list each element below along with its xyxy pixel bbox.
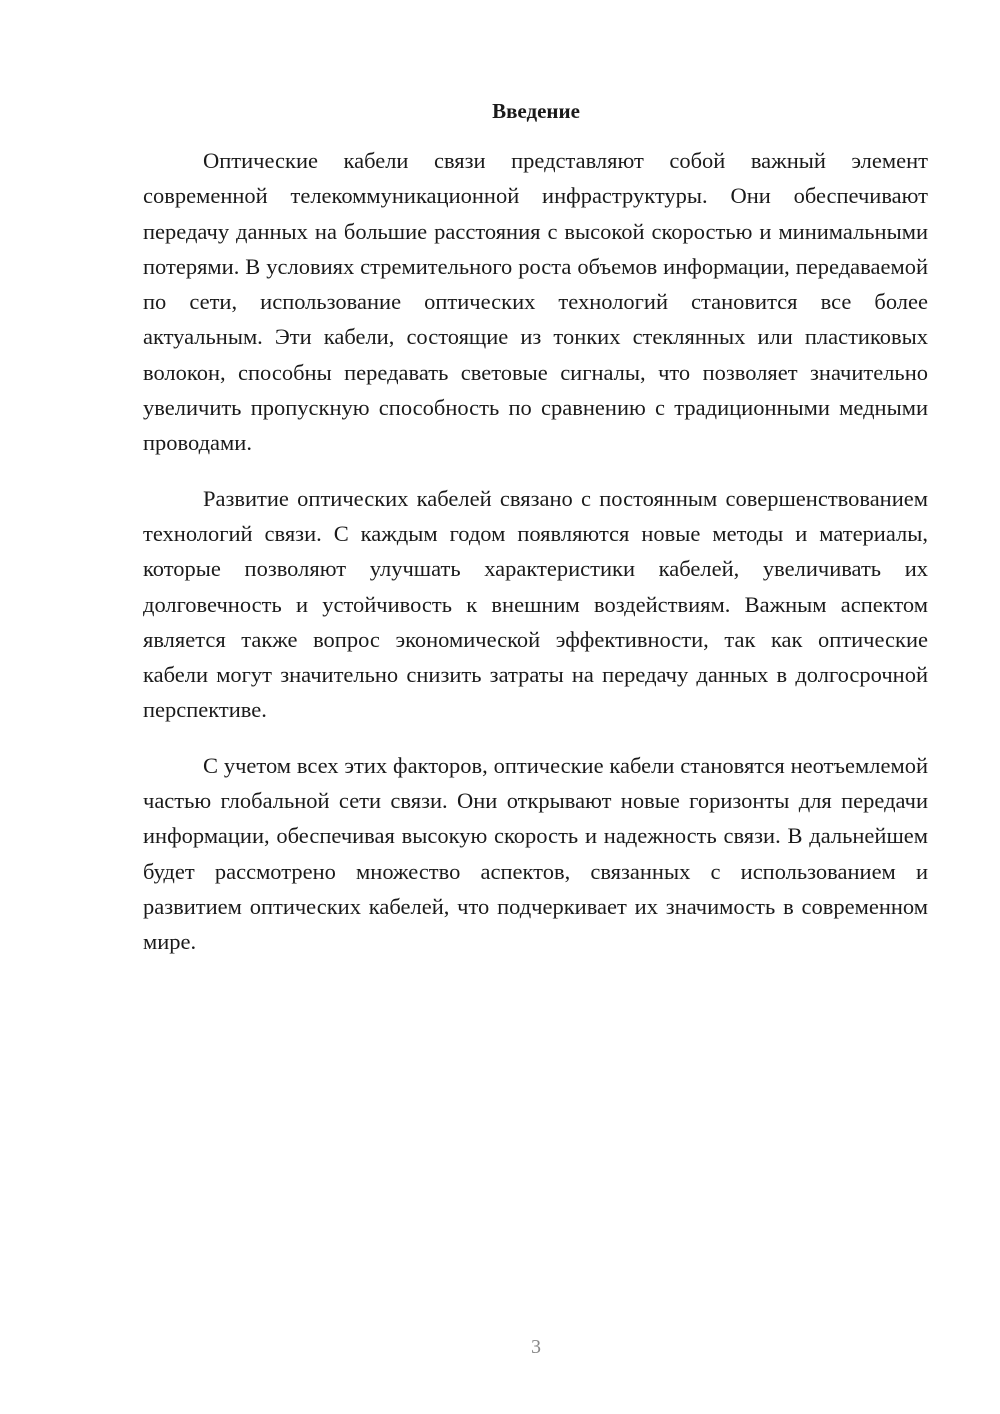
paragraph-3: С учетом всех этих факторов, оптические кабели становятся неотъемлемой частью глобальной сети связи. Они открывают новые горизонты для передачи информации, обеспечивая высокую скорость и надежность связи. В дальнейшем будет рассмотрено множество аспектов, связанных с использованием и развитием оптических кабелей, что подчеркивает их значимость в современном мире. [143,752,928,955]
paragraph-2: Развитие оптических кабелей связано с постоянным совершенствованием технологий связи. С каждым годом появляются новые методы и материалы, которые позволяют улучшать характеристики кабелей, увеличивать их долговечность и устойчивость к внешним воздействиям. Важным аспектом является также вопрос экономической эффективности, так как оптические кабели могут значительно снизить затраты на передачу данных в долгосрочной перспективе. [143,485,928,723]
document-body [143,143,928,960]
paragraph-1: Оптические кабели связи представляют собой важный элемент современной телекоммуникационной инфраструктуры. Они обеспечивают передачу данных на большие расстояния с высокой скоростью и минимальными потерями. В условиях стремительного роста объемов информации, передаваемой по сети, использование оптических технологий становится все более актуальным. Эти кабели, состоящие из тонких стеклянных или пластиковых волокон, способны передавать световые сигналы, что позволяет значительно увеличить пропускную способность по сравнению с традиционными медными проводами. [143,148,928,456]
section-heading: Введение [492,99,580,123]
page-number: 3 [531,1336,541,1358]
